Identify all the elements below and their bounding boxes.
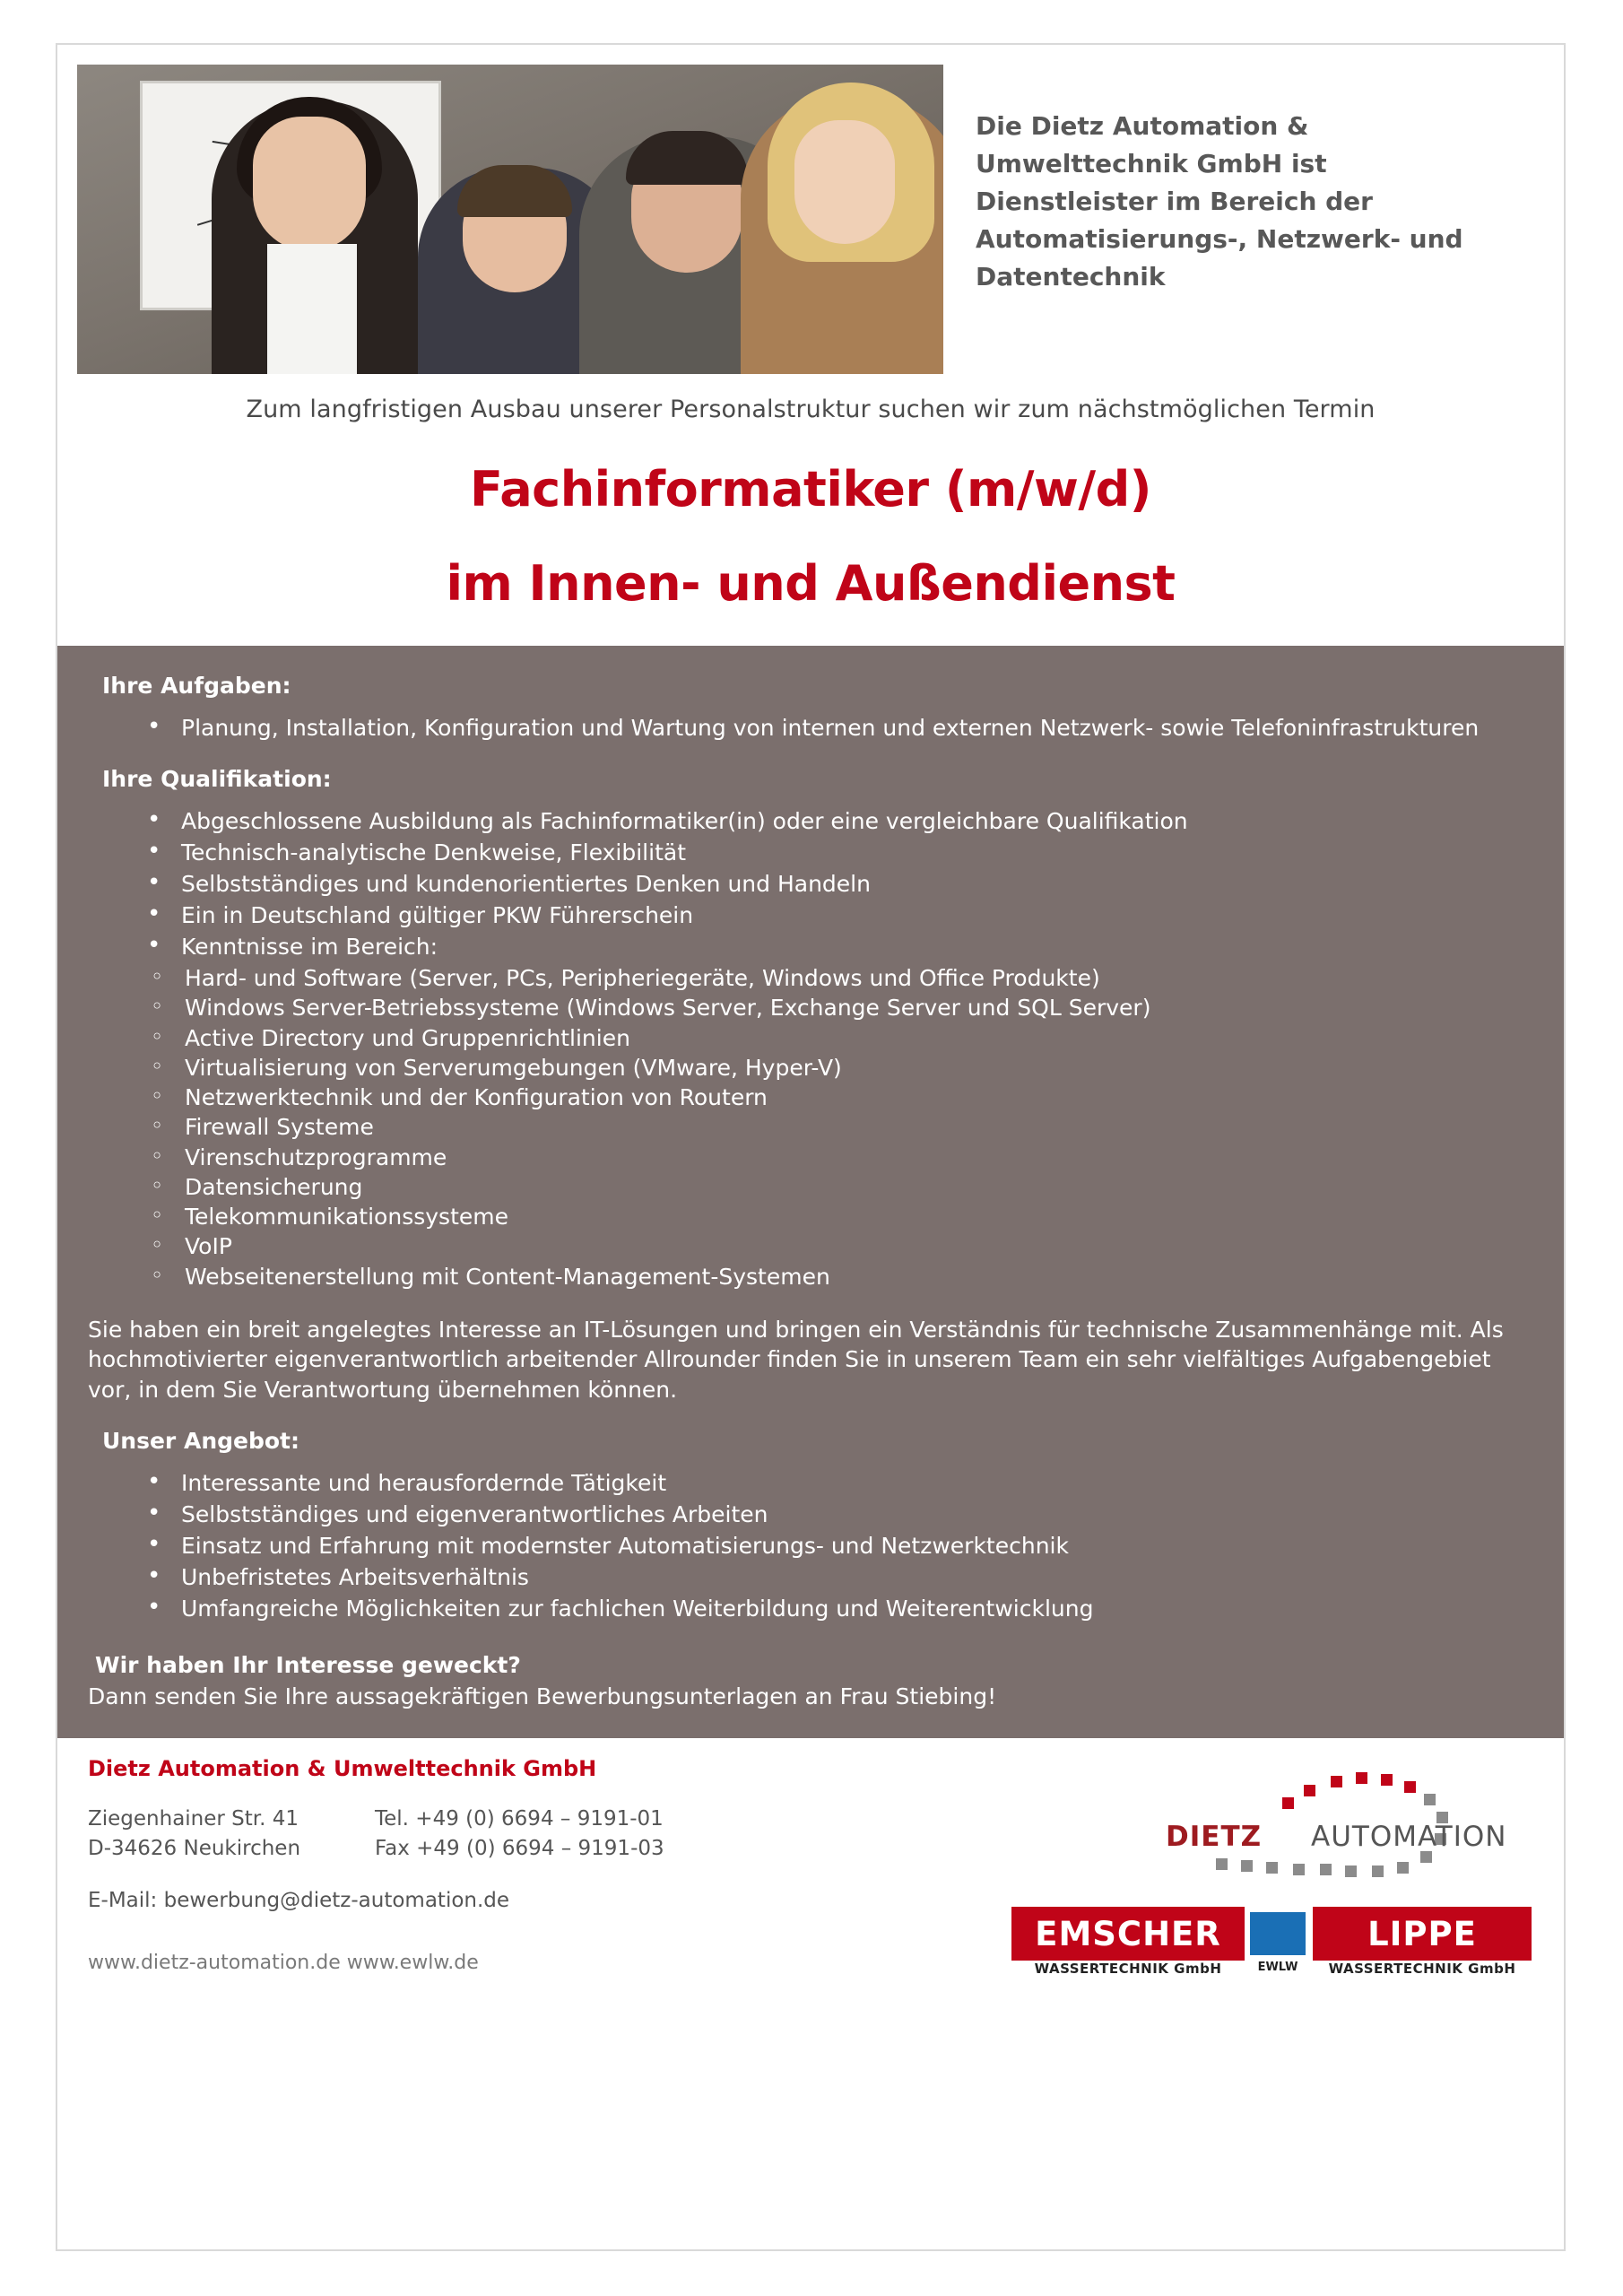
email-line[interactable]: E-Mail: bewerbung@dietz-automation.de	[88, 1888, 510, 1912]
list-item: ◦ Telekommunikationssysteme	[143, 1202, 1533, 1231]
job-title-line1: Fachinformatiker (m/w/d)	[470, 461, 1151, 517]
job-title-line2: im Innen- und Außendienst	[446, 555, 1176, 612]
city: D-34626 Neukirchen	[88, 1836, 301, 1860]
list-item: ◦ Virtualisierung von Serverumgebungen (VMware, Hyper-V)	[143, 1053, 1533, 1083]
address-column	[88, 1805, 375, 1863]
list-item: • Umfangreiche Möglichkeiten zur fachlichen Weiterbildung und Weiterentwicklung	[140, 1594, 1533, 1623]
dietz-wordmark: DIETZ	[1166, 1821, 1263, 1854]
water-icon	[1250, 1912, 1306, 1955]
team-photo	[77, 65, 943, 374]
list-item: ◦ Datensicherung	[143, 1172, 1533, 1202]
footer-company-name: Dietz Automation & Umwelttechnik GmbH	[88, 1756, 597, 1782]
list-item: • Einsatz und Erfahrung mit modernster Automatisierungs- und Netzwerktechnik	[140, 1531, 1533, 1561]
list-item: ◦ Hard- und Software (Server, PCs, Peripheriegeräte, Windows und Office Produkte)	[143, 963, 1533, 993]
interest-heading: Wir haben Ihr Interesse geweckt?	[95, 1652, 521, 1679]
content-block	[57, 646, 1564, 1738]
tasks-heading: Ihre Aufgaben:	[102, 673, 291, 699]
offer-heading: Unser Angebot:	[102, 1428, 299, 1455]
qualification-heading: Ihre Qualifikation:	[102, 766, 332, 792]
list-item: ◦ Netzwerktechnik und der Konfiguration von Routern	[143, 1083, 1533, 1112]
list-item: • Selbstständiges und kundenorientiertes Denken und Handeln	[140, 869, 1533, 899]
website-line[interactable]: www.dietz-automation.de www.ewlw.de	[88, 1951, 479, 1974]
list-item: ◦ Webseitenerstellung mit Content-Management-Systemen	[143, 1262, 1533, 1292]
list-item: ◦ Virenschutzprogramme	[143, 1143, 1533, 1172]
tasks-list	[140, 713, 1533, 743]
telephone: Tel. +49 (0) 6694 – 9191-01	[375, 1807, 664, 1831]
footer	[57, 1738, 1564, 2007]
emscher-lippe-logo	[1011, 1907, 1532, 1984]
automation-wordmark: AUTOMATION	[1311, 1821, 1507, 1854]
list-item: • Abgeschlossene Ausbildung als Fachinformatiker(in) oder eine vergleichbare Qualifikation	[140, 806, 1533, 836]
list-item: • Technisch-analytische Denkweise, Flexibilität	[140, 838, 1533, 867]
offer-list	[140, 1468, 1533, 1623]
list-item: ◦ Active Directory und Gruppenrichtlinien	[143, 1023, 1533, 1053]
company-intro-text: Die Dietz Automation & Umwelttechnik GmbH ist Dienstleister im Bereich der Automatisierungs-, Netzwerk- und Datentechnik	[976, 111, 1463, 291]
list-item: • Selbstständiges und eigenverantwortliches Arbeiten	[140, 1500, 1533, 1529]
list-item: ◦ Firewall Systeme	[143, 1112, 1533, 1142]
dietz-automation-logo	[1151, 1770, 1528, 1887]
intro-line: Zum langfristigen Ausbau unserer Personalstruktur suchen wir zum nächstmöglichen Termin	[246, 396, 1376, 423]
lippe-subtitle: WASSERTECHNIK GmbH	[1328, 1961, 1516, 1978]
fax: Fax +49 (0) 6694 – 9191-03	[375, 1836, 664, 1860]
emscher-subtitle: WASSERTECHNIK GmbH	[1034, 1961, 1222, 1978]
interest-text: Dann senden Sie Ihre aussagekräftigen Bewerbungsunterlagen an Frau Stiebing!	[88, 1683, 997, 1710]
list-item: ◦ Windows Server-Betriebssysteme (Windows Server, Exchange Server und SQL Server)	[143, 993, 1533, 1022]
list-item: • Planung, Installation, Konfiguration und Wartung von internen und externen Netzwerk- sowie Telefoninfrastrukturen	[140, 713, 1533, 743]
contact-column	[375, 1805, 664, 1863]
list-item: • Unbefristetes Arbeitsverhältnis	[140, 1562, 1533, 1592]
emscher-wordmark: EMSCHER	[1011, 1907, 1245, 1961]
lippe-wordmark: LIPPE	[1313, 1907, 1532, 1961]
list-item: • Ein in Deutschland gültiger PKW Führerschein	[140, 900, 1533, 930]
list-item: ◦ VoIP	[143, 1231, 1533, 1261]
job-ad-page	[56, 43, 1566, 2251]
description-paragraph: Sie haben ein breit angelegtes Interesse an IT-Lösungen und bringen ein Verständnis für technische Zusammenhänge mit. Als hochmotivierter eigenverantwortlich arbeitender Allrounder finden Sie in unserem Team ein sehr vielfältiges Aufgabengebiet vor, in dem Sie Verantwortung übernehmen können.	[88, 1316, 1504, 1403]
header	[57, 45, 1564, 374]
ewlw-wordmark: EWLW	[1257, 1961, 1298, 1975]
list-item: • Kenntnisse im Bereich:	[140, 932, 1533, 961]
street: Ziegenhainer Str. 41	[88, 1807, 299, 1831]
knowledge-list	[143, 963, 1533, 1292]
qualification-list	[140, 806, 1533, 961]
list-item: • Interessante und herausfordernde Tätigkeit	[140, 1468, 1533, 1498]
